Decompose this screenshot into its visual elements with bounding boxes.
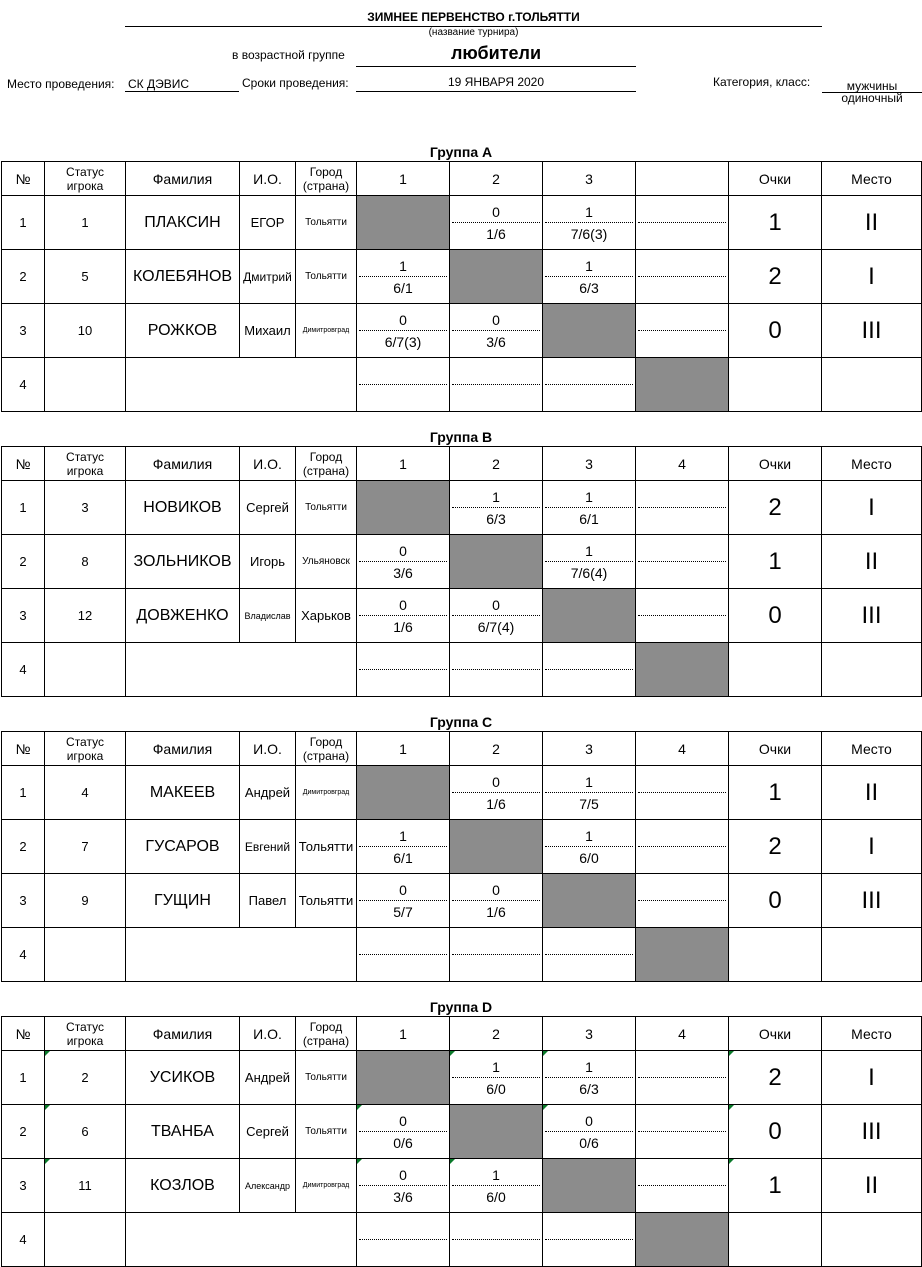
match-result-cell xyxy=(636,820,729,874)
comment-marker-icon xyxy=(45,1105,50,1110)
player-row xyxy=(2,766,922,820)
player-place: III xyxy=(822,874,922,928)
player-city: Димитровград xyxy=(296,304,357,358)
player-initials: Евгений xyxy=(240,820,296,874)
col-opponent-2: 2 xyxy=(450,732,543,766)
player-city: Димитровград xyxy=(296,766,357,820)
player-place xyxy=(822,643,922,697)
player-points: 0 xyxy=(729,1105,822,1159)
player-points xyxy=(729,1213,822,1267)
match-result-cell: 0 3/6 xyxy=(357,535,450,589)
col-city: Город (страна) xyxy=(296,1017,357,1051)
player-status xyxy=(45,358,126,412)
match-result-cell: 0 1/6 xyxy=(450,766,543,820)
match-result-cell: 1 6/0 xyxy=(450,1159,543,1213)
match-result-cell: 1 6/1 xyxy=(357,820,450,874)
dates-label: Сроки проведения: xyxy=(242,76,349,90)
col-initials: И.О. xyxy=(240,447,296,481)
player-surname: ГУСАРОВ xyxy=(126,820,240,874)
player-points: 0 xyxy=(729,589,822,643)
match-result-cell: 0 6/7(3) xyxy=(357,304,450,358)
player-initials: Дмитрий xyxy=(240,250,296,304)
player-row xyxy=(2,196,922,250)
player-row xyxy=(2,481,922,535)
col-opponent-3: 3 xyxy=(543,1017,636,1051)
match-result-cell xyxy=(636,874,729,928)
self-match-cell xyxy=(357,481,450,535)
group-title: Группа С xyxy=(429,714,493,730)
match-result-cell xyxy=(543,643,636,697)
col-opponent-1: 1 xyxy=(357,162,450,196)
col-opponent-2: 2 xyxy=(450,1017,543,1051)
row-num: 1 xyxy=(2,766,45,820)
col-num: № xyxy=(2,162,45,196)
match-result-cell xyxy=(636,250,729,304)
player-place: I xyxy=(822,1051,922,1105)
col-city: Город (страна) xyxy=(296,732,357,766)
player-place: II xyxy=(822,1159,922,1213)
match-result-cell xyxy=(636,589,729,643)
match-result-cell: 0 0/6 xyxy=(543,1105,636,1159)
row-num: 4 xyxy=(2,643,45,697)
self-match-cell xyxy=(450,1105,543,1159)
col-surname: Фамилия xyxy=(126,447,240,481)
col-surname: Фамилия xyxy=(126,162,240,196)
player-name-blank xyxy=(126,643,357,697)
col-opponent-2: 2 xyxy=(450,162,543,196)
match-result-cell xyxy=(357,643,450,697)
row-num: 3 xyxy=(2,1159,45,1213)
match-result-cell: 0 1/6 xyxy=(450,196,543,250)
player-points: 2 xyxy=(729,820,822,874)
player-surname: НОВИКОВ xyxy=(126,481,240,535)
col-status: Статус игрока xyxy=(45,1017,126,1051)
self-match-cell xyxy=(636,1213,729,1267)
player-surname: ТВАНБА xyxy=(126,1105,240,1159)
col-opponent-3: 3 xyxy=(543,447,636,481)
match-result-cell xyxy=(636,481,729,535)
player-status: 4 xyxy=(45,766,126,820)
player-name-blank xyxy=(126,1213,357,1267)
player-place: III xyxy=(822,1105,922,1159)
match-result-cell xyxy=(636,304,729,358)
player-surname: ЗОЛЬНИКОВ xyxy=(126,535,240,589)
self-match-cell xyxy=(450,250,543,304)
player-row xyxy=(2,820,922,874)
row-num: 4 xyxy=(2,928,45,982)
col-status: Статус игрока xyxy=(45,447,126,481)
match-result-cell xyxy=(636,1051,729,1105)
player-points: 1 xyxy=(729,535,822,589)
row-num: 2 xyxy=(2,1105,45,1159)
match-result-cell xyxy=(543,1213,636,1267)
player-status: 10 xyxy=(45,304,126,358)
player-status: 12 xyxy=(45,589,126,643)
comment-marker-icon xyxy=(45,1051,50,1056)
match-result-cell: 1 7/6(4) xyxy=(543,535,636,589)
comment-marker-icon xyxy=(45,1159,50,1164)
player-points: 0 xyxy=(729,304,822,358)
self-match-cell xyxy=(636,358,729,412)
comment-marker-icon xyxy=(357,1105,362,1110)
player-place: II xyxy=(822,196,922,250)
match-result-cell: 1 7/5 xyxy=(543,766,636,820)
player-place xyxy=(822,928,922,982)
player-place xyxy=(822,358,922,412)
player-status xyxy=(45,1213,126,1267)
comment-marker-icon xyxy=(729,1051,734,1056)
player-name-blank xyxy=(126,928,357,982)
player-status: 2 xyxy=(45,1051,126,1105)
player-initials: Михаил xyxy=(240,304,296,358)
match-result-cell: 1 6/0 xyxy=(543,820,636,874)
tournament-caption: (название турнира) xyxy=(428,27,519,38)
row-num: 2 xyxy=(2,250,45,304)
player-surname: ПЛАКСИН xyxy=(126,196,240,250)
player-points: 2 xyxy=(729,250,822,304)
player-row xyxy=(2,643,922,697)
col-opponent-1: 1 xyxy=(357,732,450,766)
match-result-cell: 0 3/6 xyxy=(450,304,543,358)
player-place: II xyxy=(822,766,922,820)
player-points xyxy=(729,643,822,697)
player-row xyxy=(2,250,922,304)
player-surname: РОЖКОВ xyxy=(126,304,240,358)
row-num: 3 xyxy=(2,874,45,928)
match-result-cell: 0 6/7(4) xyxy=(450,589,543,643)
comment-marker-icon xyxy=(543,1051,548,1056)
player-row xyxy=(2,874,922,928)
group-title: Группа А xyxy=(429,144,493,160)
age-group-label: в возрастной группе xyxy=(232,48,345,62)
match-result-cell xyxy=(636,196,729,250)
row-num: 3 xyxy=(2,304,45,358)
comment-marker-icon xyxy=(450,1051,455,1056)
row-num: 4 xyxy=(2,1213,45,1267)
player-surname: УСИКОВ xyxy=(126,1051,240,1105)
col-num: № xyxy=(2,732,45,766)
player-points: 1 xyxy=(729,1159,822,1213)
player-initials: Александр xyxy=(240,1159,296,1213)
match-result-cell xyxy=(543,358,636,412)
match-result-cell: 1 6/1 xyxy=(543,481,636,535)
player-city: Тольятти xyxy=(296,874,357,928)
row-num: 3 xyxy=(2,589,45,643)
player-place xyxy=(822,1213,922,1267)
self-match-cell xyxy=(543,589,636,643)
venue-label: Место проведения: xyxy=(7,77,115,91)
player-row xyxy=(2,1105,922,1159)
col-city: Город (страна) xyxy=(296,447,357,481)
category-value-2: одиночный xyxy=(841,91,903,105)
match-result-cell xyxy=(543,928,636,982)
col-surname: Фамилия xyxy=(126,732,240,766)
match-result-cell xyxy=(636,535,729,589)
row-num: 1 xyxy=(2,481,45,535)
category-value-1: мужчины xyxy=(846,79,898,93)
group-title: Группа В xyxy=(429,429,493,445)
match-result-cell: 0 5/7 xyxy=(357,874,450,928)
player-surname: КОЗЛОВ xyxy=(126,1159,240,1213)
row-num: 1 xyxy=(2,196,45,250)
col-initials: И.О. xyxy=(240,162,296,196)
player-row xyxy=(2,535,922,589)
col-surname: Фамилия xyxy=(126,1017,240,1051)
match-result-cell: 0 0/6 xyxy=(357,1105,450,1159)
match-result-cell: 1 6/3 xyxy=(543,1051,636,1105)
player-city: Харьков xyxy=(296,589,357,643)
group-table xyxy=(1,161,922,412)
venue-underline xyxy=(125,91,239,92)
group-table xyxy=(1,731,922,982)
player-status: 3 xyxy=(45,481,126,535)
col-place: Место xyxy=(822,447,922,481)
col-status: Статус игрока xyxy=(45,162,126,196)
player-name-blank xyxy=(126,358,357,412)
col-opponent-2: 2 xyxy=(450,447,543,481)
player-status: 9 xyxy=(45,874,126,928)
player-points: 0 xyxy=(729,874,822,928)
col-city: Город (страна) xyxy=(296,162,357,196)
row-num: 1 xyxy=(2,1051,45,1105)
player-status: 5 xyxy=(45,250,126,304)
self-match-cell xyxy=(543,1159,636,1213)
player-initials: Сергей xyxy=(240,1105,296,1159)
col-place: Место xyxy=(822,1017,922,1051)
player-initials: Андрей xyxy=(240,1051,296,1105)
self-match-cell xyxy=(543,874,636,928)
player-points: 1 xyxy=(729,766,822,820)
match-result-cell xyxy=(636,766,729,820)
group-title: Группа D xyxy=(429,999,493,1015)
venue-value: СК ДЭВИС xyxy=(128,77,190,91)
dates-underline xyxy=(356,91,636,92)
col-points: Очки xyxy=(729,447,822,481)
player-status: 11 xyxy=(45,1159,126,1213)
player-city: Ульяновск xyxy=(296,535,357,589)
match-result-cell: 1 7/6(3) xyxy=(543,196,636,250)
category-label: Категория, класс: xyxy=(713,75,811,89)
self-match-cell xyxy=(543,304,636,358)
player-city: Тольятти xyxy=(296,1051,357,1105)
row-num: 4 xyxy=(2,358,45,412)
row-num: 2 xyxy=(2,535,45,589)
player-initials: ЕГОР xyxy=(240,196,296,250)
player-points: 2 xyxy=(729,481,822,535)
comment-marker-icon xyxy=(729,1159,734,1164)
player-row xyxy=(2,589,922,643)
col-opponent-4: 4 xyxy=(636,447,729,481)
age-group-value: любители xyxy=(450,43,542,63)
match-result-cell xyxy=(357,928,450,982)
col-opponent-3: 3 xyxy=(543,162,636,196)
player-points xyxy=(729,928,822,982)
col-points: Очки xyxy=(729,732,822,766)
player-place: I xyxy=(822,820,922,874)
col-opponent-4: 4 xyxy=(636,732,729,766)
player-points: 1 xyxy=(729,196,822,250)
match-result-cell xyxy=(636,1159,729,1213)
match-result-cell xyxy=(636,1105,729,1159)
col-initials: И.О. xyxy=(240,732,296,766)
player-points xyxy=(729,358,822,412)
self-match-cell xyxy=(636,928,729,982)
col-place: Место xyxy=(822,162,922,196)
col-points: Очки xyxy=(729,162,822,196)
player-place: III xyxy=(822,304,922,358)
player-city: Тольятти xyxy=(296,196,357,250)
player-surname: МАКЕЕВ xyxy=(126,766,240,820)
player-row xyxy=(2,304,922,358)
self-match-cell xyxy=(357,196,450,250)
player-city: Димитровград xyxy=(296,1159,357,1213)
self-match-cell xyxy=(357,1051,450,1105)
col-opponent-3: 3 xyxy=(543,732,636,766)
player-status xyxy=(45,643,126,697)
group-table xyxy=(1,1016,922,1267)
player-city: Тольятти xyxy=(296,820,357,874)
player-row xyxy=(2,358,922,412)
col-opponent-1: 1 xyxy=(357,1017,450,1051)
player-initials: Павел xyxy=(240,874,296,928)
player-initials: Сергей xyxy=(240,481,296,535)
player-city: Тольятти xyxy=(296,1105,357,1159)
player-initials: Игорь xyxy=(240,535,296,589)
comment-marker-icon xyxy=(729,1105,734,1110)
group-table xyxy=(1,446,922,697)
player-status: 1 xyxy=(45,196,126,250)
dates-value: 19 ЯНВАРЯ 2020 xyxy=(447,75,545,89)
col-opponent-4 xyxy=(636,162,729,196)
player-initials: Владислав xyxy=(240,589,296,643)
player-initials: Андрей xyxy=(240,766,296,820)
player-status xyxy=(45,928,126,982)
player-surname: КОЛЕБЯНОВ xyxy=(126,250,240,304)
comment-marker-icon xyxy=(543,1105,548,1110)
match-result-cell xyxy=(450,928,543,982)
col-points: Очки xyxy=(729,1017,822,1051)
player-surname: ДОВЖЕНКО xyxy=(126,589,240,643)
player-city: Тольятти xyxy=(296,481,357,535)
match-result-cell xyxy=(450,358,543,412)
player-row xyxy=(2,1213,922,1267)
match-result-cell: 1 6/3 xyxy=(543,250,636,304)
player-points: 2 xyxy=(729,1051,822,1105)
self-match-cell xyxy=(636,643,729,697)
col-opponent-4: 4 xyxy=(636,1017,729,1051)
player-place: II xyxy=(822,535,922,589)
col-place: Место xyxy=(822,732,922,766)
comment-marker-icon xyxy=(357,1159,362,1164)
col-initials: И.О. xyxy=(240,1017,296,1051)
match-result-cell xyxy=(450,643,543,697)
col-opponent-1: 1 xyxy=(357,447,450,481)
match-result-cell: 0 1/6 xyxy=(450,874,543,928)
match-result-cell: 1 6/3 xyxy=(450,481,543,535)
player-place: I xyxy=(822,250,922,304)
match-result-cell xyxy=(357,1213,450,1267)
player-place: III xyxy=(822,589,922,643)
col-status: Статус игрока xyxy=(45,732,126,766)
player-surname: ГУЩИН xyxy=(126,874,240,928)
row-num: 2 xyxy=(2,820,45,874)
player-status: 8 xyxy=(45,535,126,589)
match-result-cell xyxy=(450,1213,543,1267)
match-result-cell: 1 6/1 xyxy=(357,250,450,304)
self-match-cell xyxy=(357,766,450,820)
match-result-cell xyxy=(357,358,450,412)
self-match-cell xyxy=(450,535,543,589)
match-result-cell: 0 1/6 xyxy=(357,589,450,643)
self-match-cell xyxy=(450,820,543,874)
age-group-underline xyxy=(356,66,636,67)
player-city: Тольятти xyxy=(296,250,357,304)
col-num: № xyxy=(2,447,45,481)
col-num: № xyxy=(2,1017,45,1051)
player-row xyxy=(2,1159,922,1213)
match-result-cell: 1 6/0 xyxy=(450,1051,543,1105)
player-row xyxy=(2,1051,922,1105)
player-status: 6 xyxy=(45,1105,126,1159)
tournament-name: ЗИМНЕЕ ПЕРВЕНСТВО г.ТОЛЬЯТТИ xyxy=(367,10,580,24)
match-result-cell: 0 3/6 xyxy=(357,1159,450,1213)
player-status: 7 xyxy=(45,820,126,874)
player-place: I xyxy=(822,481,922,535)
player-row xyxy=(2,928,922,982)
comment-marker-icon xyxy=(450,1159,455,1164)
